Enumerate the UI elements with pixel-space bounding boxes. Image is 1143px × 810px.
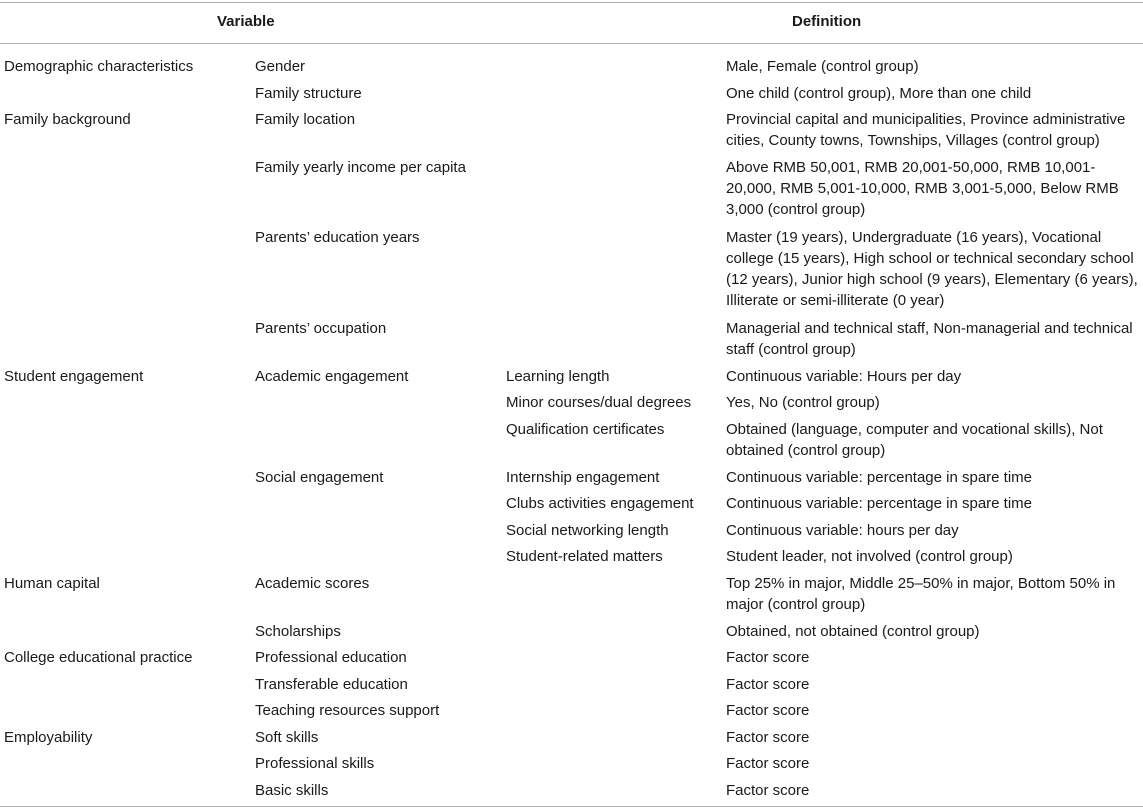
definition-cell: Factor score [726,702,810,719]
table-row [0,674,1143,701]
table-row [0,546,1143,573]
variable-cell: Family structure [255,84,362,102]
subvariable-cell: Qualification certificates [506,420,665,438]
definition-cell: Obtained, not obtained (control group) [726,622,980,640]
category-cell: College educational practice [4,649,193,666]
definition-cell: Continuous variable: percentage in spare time [726,468,1033,486]
definition-cell: Continuous variable: Hours per day [726,367,962,385]
table-row [0,621,1143,648]
definition-cell: Factor score [726,755,810,772]
category-cell: Student engagement [4,367,144,385]
table-row [0,83,1143,110]
definition-cell: Factor score [726,728,810,746]
table-row [0,727,1143,754]
table-row [0,573,1143,621]
category-cell: Employability [4,728,93,746]
definition-cell: Above RMB 50,001, RMB 20,001-50,000, RMB 10,001-20,000, RMB 5,001-10,000, RMB 3,001-5,000, Below RMB 3,000 (control group) [726,159,1119,219]
variable-cell: Parents’ education years [255,228,420,246]
variable-cell: Gender [255,58,306,75]
definition-cell: Obtained (language, computer and vocational skills), Not obtained (control group) [726,420,1103,459]
definition-cell: Male, Female (control group) [726,58,919,75]
variable-cell: Teaching resources support [255,702,440,719]
table-row [0,109,1143,157]
table-row [0,157,1143,227]
table-row [0,700,1143,727]
subvariable-cell: Learning length [506,367,610,385]
table-bottom-rule [0,806,1143,807]
definition-cell: One child (control group), More than one child [726,84,1032,102]
variable-cell: Social engagement [255,468,384,486]
variable-cell: Professional skills [255,755,375,772]
definition-cell: Student leader, not involved (control group) [726,548,1013,565]
table-row [0,227,1143,318]
definition-cell: Managerial and technical staff, Non-managerial and technical staff (control group) [726,319,1133,358]
table-row [0,520,1143,547]
table-row [0,493,1143,520]
table-body [0,56,1143,806]
table-row [0,753,1143,780]
table-row [0,366,1143,393]
definition-cell: Factor score [726,649,810,666]
table-row [0,467,1143,494]
variable-cell: Academic scores [255,574,370,592]
subvariable-cell: Clubs activities engagement [506,495,694,512]
variable-cell: Academic engagement [255,367,409,385]
variable-cell: Basic skills [255,781,329,799]
definition-cell: Continuous variable: hours per day [726,521,959,539]
definition-cell: Factor score [726,781,810,799]
table-row [0,647,1143,674]
header-definition: Definition [792,13,862,30]
table-row [0,419,1143,467]
category-cell: Human capital [4,574,100,592]
variable-cell: Family location [255,111,356,128]
definition-cell: Provincial capital and municipalities, Province administrative cities, County towns, Townships, Villages (control group) [726,111,1126,150]
table-row [0,392,1143,419]
definition-cell: Top 25% in major, Middle 25–50% in major, Bottom 50% in major (control group) [726,574,1116,613]
table-top-rule [0,2,1143,3]
header-rule [0,43,1143,44]
header-variable: Variable [217,13,275,30]
table-row [0,780,1143,807]
variable-cell: Scholarships [255,622,341,640]
definition-cell: Yes, No (control group) [726,394,880,411]
definition-cell: Master (19 years), Undergraduate (16 years), Vocational college (15 years), High school or technical secondary school (12 years), Junior high school (9 years), Elementary (6 years), Illiterate or semi-illiterate (0 year) [726,228,1138,310]
variable-cell: Parents’ occupation [255,319,387,337]
category-cell: Family background [4,111,131,128]
definition-cell: Continuous variable: percentage in spare time [726,495,1033,512]
table-row [0,318,1143,366]
subvariable-cell: Internship engagement [506,468,660,486]
variable-cell: Soft skills [255,728,319,746]
table-row [0,56,1143,83]
variable-cell: Family yearly income per capita [255,159,466,176]
category-cell: Demographic characteristics [4,58,194,75]
variable-cell: Transferable education [255,675,408,693]
subvariable-cell: Student-related matters [506,548,663,565]
subvariable-cell: Minor courses/dual degrees [506,394,692,411]
subvariable-cell: Social networking length [506,521,669,539]
definition-cell: Factor score [726,675,810,693]
variable-cell: Professional education [255,649,407,666]
